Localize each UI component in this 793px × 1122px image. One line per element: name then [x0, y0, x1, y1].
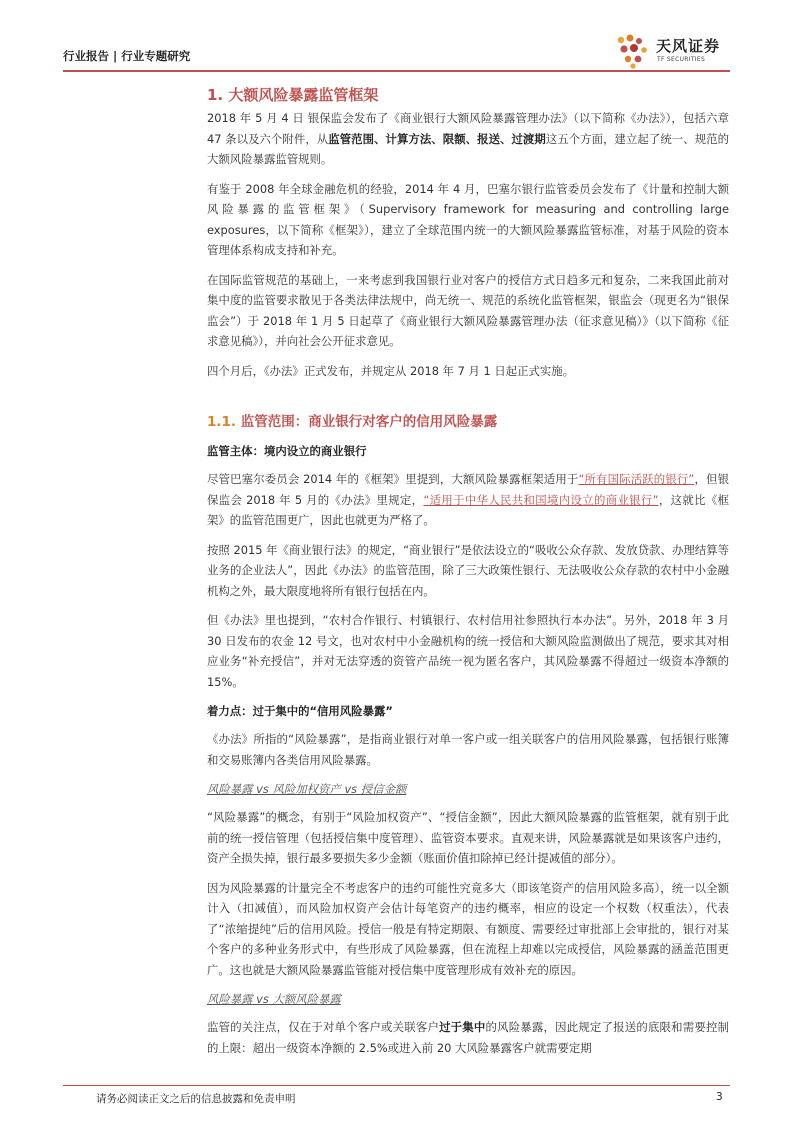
comparison-heading-1: 风险暴露 vs 风险加权资产 vs 授信金额: [207, 782, 407, 796]
section-1-paragraph-3: 在国际监管规范的基础上，一来考虑到我国银行业对客户的授信方式日趋多元和复杂，二来我国此前对集中度的监管要求散见于各类法律法规中，尚无统一、规范的系统化监管框架，银监会（现更名为“银保监会”）于 2018 年 1 月 5 日起草了《商业银行大额风险暴露管理办法（征求意见稿）》（以下简称《征求意见稿》），并向社会公开征求意见。: [207, 272, 729, 348]
section-1-heading: 1. 大额风险暴露监管框架: [207, 86, 379, 104]
page-number: 3: [716, 1091, 723, 1103]
text-run: 尽管巴塞尔委员会 2014 年的《框架》里提到，大额风险暴露框架适用于: [207, 472, 579, 486]
logo-text-cn: 天风证券: [656, 37, 721, 55]
tf-logo-icon: [614, 34, 654, 70]
main-content: [207, 80, 729, 1067]
page-header: [63, 37, 730, 72]
emphasis-text: 过于集中: [439, 1020, 486, 1034]
header-divider: [63, 70, 730, 72]
text-run: 这五个方面，建立起了统一、规范的大额风险暴露监管规则。: [207, 131, 729, 166]
section-1-paragraph-4: 四个月后，《办法》正式发布，并规定从 2018 年 7 月 1 日起正式实施。: [207, 363, 575, 378]
section-1-1-paragraph-4: 《办法》所指的“风险暴露”，是指商业银行对单一客户或一组关联客户的信用风险暴露，包括银行账簿和交易账簿内各类信用风险暴露。: [207, 732, 729, 767]
text-run: ，这就比《框架》的监管范围更广，因此也就更为严格了。: [207, 492, 729, 527]
company-logo: [614, 34, 730, 70]
section-1-paragraph-2: 有鉴于 2008 年全球金融危机的经验，2014 年 4 月，巴塞尔银行监管委员会发布了《计量和控制大额风险暴露的监管框架》（Supervisory framework for measuring and controlling large exposures，以下简称《框架》），建立了全球范围内统一的大额风险暴露监管标准，对基于风险的资本管理体系构成支持和补充。: [207, 181, 729, 257]
disclaimer-notice: 请务必阅读正文之后的信息披露和免责申明: [96, 1093, 296, 1105]
section-1-1-paragraph-6: 因为风险暴露的计量完全不考虑客户的违约可能性究竟多大（即该笔资产的信用风险多高），统一以全额计入（扣减值），而风险加权资产会估计每笔资产的违约概率，相应的设定一个权数（权重法），代表了“浓缩提纯”后的信用风险。授信一般是有特定期限、有额度、需要经过审批部上会审批的，银行对某个客户的多种业务形式中，有些形成了风险暴露，但在流程上却难以完成授信，风险暴露的涵盖范围更广。这也就是大额风险暴露监管能对授信集中度管理形成有效补充的原因。: [207, 880, 729, 977]
section-title: 监管范围：商业银行对客户的信用风险暴露: [240, 414, 498, 430]
footer-divider: [63, 1085, 730, 1086]
section-1-1-heading: [207, 409, 729, 435]
subheading-supervisor: 监管主体：境内设立的商业银行: [207, 444, 367, 458]
text-run: ，但银保监会 2018 年 5 月的《办法》里规定，: [207, 472, 729, 507]
text-run: 监管的关注点，仅在于对单个客户或关联客户: [207, 1020, 440, 1034]
quoted-scope: “所有国际活跃的银行”: [578, 472, 695, 486]
section-1-paragraph-1: [207, 108, 729, 170]
subheading-focus: 着力点：过于集中的“信用风险暴露”: [207, 704, 393, 718]
comparison-heading-2: 风险暴露 vs 大额风险暴露: [207, 992, 341, 1006]
section-1-1-paragraph-5: “风险暴露”的概念，有别于“风险加权资产”、“授信金额”，因此大额风险暴露的监管框架，就有别于此前的统一授信管理（包括授信集中度管理）、监管资本要求。直观来讲，风险暴露就是如果该客户违约，资产全损失掉，银行最多要损失多少金额（账面价值扣除掉已经计提减值的部分）。: [207, 810, 729, 865]
report-category: 行业报告 | 行业专题研究: [63, 49, 191, 63]
section-number: 1.1.: [207, 414, 241, 430]
section-1-1-paragraph-3: 但《办法》里也提到，“农村合作银行、村镇银行、农村信用社参照执行本办法”。另外，2018 年 3 月 30 日发布的农金 12 号文，也对农村中小金融机构的统一授信和大额风险监测做出了规范，要求其对相应业务“补充授信”，并对无法穿透的资管产品统一视为匿名客户，其风险暴露不得超过一级资本净额的 15%。: [207, 613, 729, 689]
emphasis-text: 监管范围、计算方法、限额、报送、过渡期: [328, 131, 546, 146]
quoted-scope: “适用于中华人民共和国境内设立的商业银行”: [423, 492, 659, 507]
logo-text-en: TF SECURITIES: [657, 56, 706, 63]
text-run: 的风险暴露，因此规定了报送的底限和需要控制的上限：超出一级资本净额的 2.5%或进入前 20 大风险暴露客户就需要定期: [207, 1020, 729, 1055]
text-run: 2018 年 5 月 4 日 银保监会发布了《商业银行大额风险暴露管理办法》（以下简称《办法》），包括六章 47 条以及六个附件，从: [207, 111, 729, 146]
section-1-1-paragraph-1: [207, 469, 729, 531]
section-1-1-paragraph-2: 按照 2015 年《商业银行法》的规定，“商业银行”是依法设立的“吸收公众存款、发放贷款、办理结算等业务的企业法人”，因此《办法》的监管范围，除了三大政策性银行、无法吸收公众存款的农村中小金融机构之外，最大限度地将所有银行包括在内。: [207, 542, 729, 598]
section-1-1-paragraph-7: [207, 1017, 729, 1058]
